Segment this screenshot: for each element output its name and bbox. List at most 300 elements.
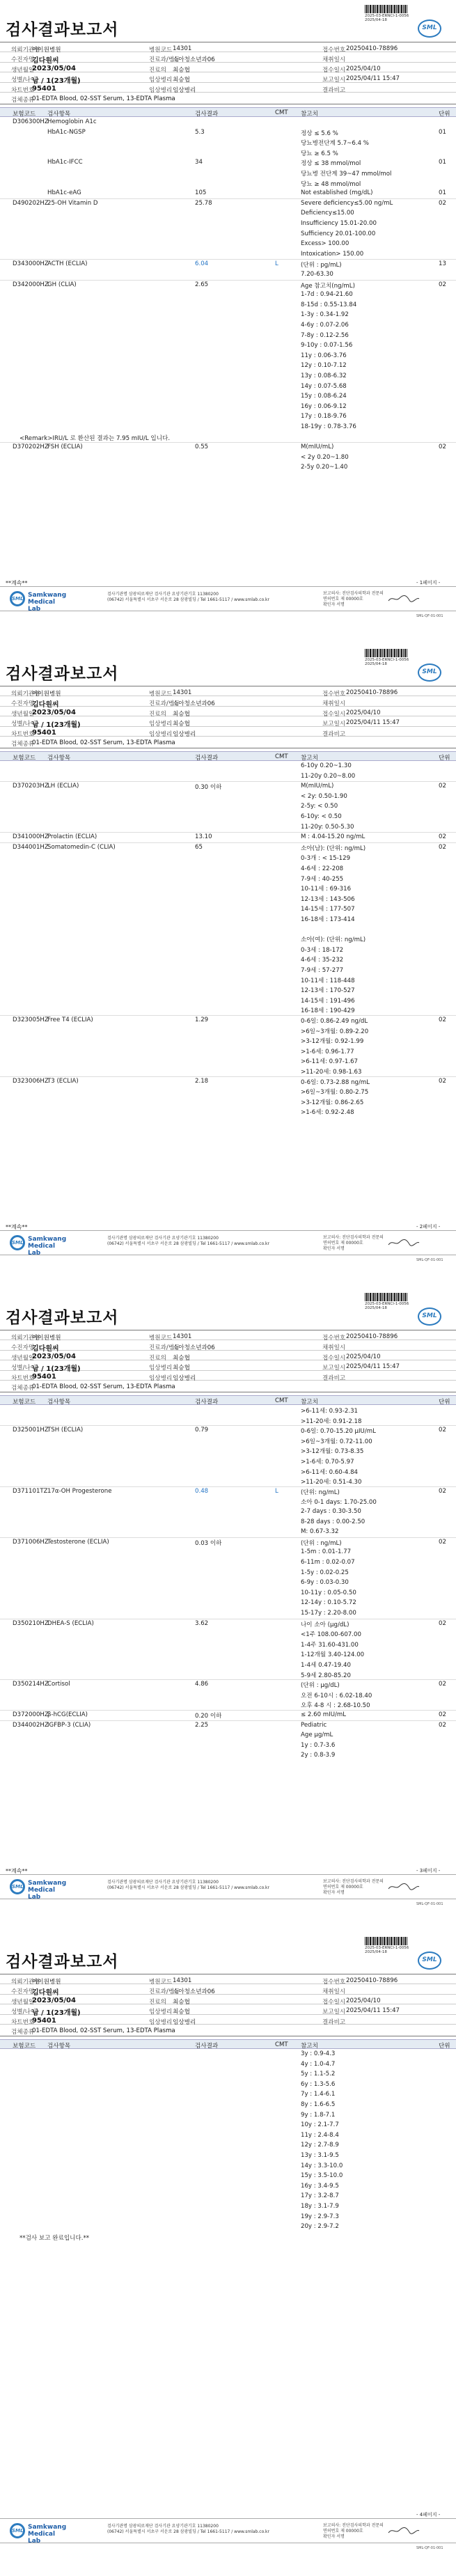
barcode-image — [365, 5, 408, 13]
report-page — [0, 644, 456, 1288]
info-label: 접수번호 — [322, 1979, 346, 1986]
reference-range: 1y : 0.7-3.6 — [301, 1741, 336, 1749]
test-name: GH (CLIA) — [47, 281, 77, 288]
unit-code: 02 — [439, 1077, 446, 1085]
info-label: 채취일시 — [322, 56, 346, 64]
lab-address — [107, 1880, 302, 1891]
test-name: IGFBP-3 (CLIA) — [47, 1721, 91, 1729]
insurance-code: D372000HZ — [13, 1711, 49, 1718]
document-title: 검사결과보고서 — [6, 21, 119, 39]
reference-range: Age μg/mL — [301, 1731, 333, 1739]
barcode-number: 2025-03-ERNCI-1-0056 2025/04-18 — [365, 1946, 409, 1954]
form-code: SML-QF-01-001 — [416, 2546, 443, 2550]
test-result: 13.10 — [195, 833, 212, 841]
unit-code: 02 — [439, 199, 446, 207]
form-code: SML-QF-01-001 — [416, 614, 443, 618]
address-line: (06742) 서울특별시 서초구 서운로 28 삼광빌딩 / Tel 1661-5117 / www.smlab.co.kr — [107, 1241, 269, 1246]
info-value: 2025/04/11 15:47 — [346, 1363, 400, 1371]
info-value: 남 / 1(23개월) — [32, 1365, 81, 1374]
page-number: - 3페이지 - — [416, 1868, 441, 1874]
signature-line: 면허번호 제 00000호 — [323, 597, 363, 602]
reference-range: 4y : 1.0-4.7 — [301, 2060, 336, 2068]
reference-range: 나이 소아 (μg/dL) — [301, 1621, 349, 1628]
insurance-code: D306300HZ — [13, 118, 49, 125]
info-row — [0, 72, 456, 86]
reference-range: 14y : 3.3-10.0 — [301, 2162, 343, 2169]
continued-marker: **계속** — [6, 1224, 28, 1230]
test-result: 0.55 — [195, 443, 209, 451]
test-name: Hemoglobin A1c — [47, 118, 97, 125]
info-value: 최승협 — [173, 2009, 190, 2016]
signature-line: 면허번호 제 00000호 — [323, 1885, 363, 1890]
address-line: (06742) 서울특별시 서초구 서운로 28 삼광빌딩 / Tel 1661-5117 / www.smlab.co.kr — [107, 1885, 269, 1890]
info-label: 결과비고 — [322, 86, 346, 94]
address-line: 검사기관명 삼광의료재단 검사기관 요양기관기호 11380200 — [107, 1236, 219, 1241]
table-header — [0, 751, 456, 761]
reference-range: 11-20y 0.20~8.00 — [301, 772, 356, 780]
info-value: 남 / 1(23개월) — [32, 2009, 81, 2018]
address-line: 검사기관명 삼광의료재단 검사기관 요양기관기호 11380200 — [107, 592, 219, 597]
info-value: 2025/04/11 15:47 — [346, 719, 400, 727]
header-flag: CMT — [275, 1397, 288, 1404]
test-name: Somatomedin-C (CLIA) — [47, 843, 116, 851]
signature-line: 보고의사: 진단검사의학과 전문의 — [323, 1879, 384, 1884]
reference-range: 당뇨 ≥ 6.5 % — [301, 150, 338, 157]
reference-range: 7.20-63.30 — [301, 271, 333, 278]
info-row — [0, 83, 456, 93]
insurance-code: D325001HZ — [13, 1427, 49, 1434]
reference-range: Age 참고치(ng/mL) — [301, 282, 355, 290]
info-label: 보고일시 — [322, 721, 346, 728]
result-flag: L — [275, 1487, 278, 1495]
info-row — [0, 1371, 456, 1381]
sml-footer-logo: SML — [10, 2523, 25, 2538]
reference-range: >11-20세: 0.98-1.63 — [301, 1069, 362, 1076]
remark-text: **검사 보고 완료입니다.** — [19, 2234, 90, 2242]
insurance-code: D342000HZ — [13, 281, 49, 288]
insurance-code: D344001HZ — [13, 843, 49, 851]
barcode-number: 2025-03-ERNCI-1-0056 2025/04-18 — [365, 14, 409, 22]
result-flag: L — [275, 260, 278, 268]
reference-range: 14-15세 : 191-496 — [301, 997, 355, 1005]
address-line: 검사기관명 삼광의료재단 검사기관 요양기관기호 11380200 — [107, 2524, 219, 2529]
row-divider — [0, 1679, 456, 1680]
info-row — [0, 93, 456, 105]
test-result: 2.18 — [195, 1077, 209, 1085]
info-row — [0, 63, 456, 72]
test-name: T3 (ECLIA) — [47, 1077, 79, 1085]
reference-range: 18-19y : 0.78-3.76 — [301, 423, 356, 430]
reference-range: 17y : 3.2-8.7 — [301, 2192, 339, 2200]
reference-range: Not established (mg/dL) — [301, 189, 373, 197]
lab-name: Samkwang Medical Lab — [28, 2524, 67, 2545]
info-value: 14301 — [173, 1977, 192, 1984]
info-value: 최승협 — [173, 721, 190, 728]
info-label: 의뢰기관명 — [11, 1979, 40, 1986]
info-label: 생년월일 — [11, 1998, 35, 2006]
signature-line: 보고의사: 진단검사의학과 전문의 — [323, 2523, 384, 2528]
reference-range: 0-3개 : < 15-129 — [301, 855, 351, 863]
reference-range: 12-14y : 0.10-5.72 — [301, 1599, 356, 1607]
continued-marker: **계속** — [6, 580, 28, 586]
info-value: 임상병리 — [173, 1374, 196, 1382]
info-label: 접수번호 — [322, 1335, 346, 1342]
reference-range: 10-11세 : 69-316 — [301, 886, 352, 893]
reference-range: 0-3세 : 18-172 — [301, 946, 344, 954]
reference-range: 오전 6-10시 : 6.02-18.40 — [301, 1692, 372, 1699]
reference-range: 소아(남): (단위: ng/mL) — [301, 845, 366, 852]
test-result: 65 — [195, 843, 203, 851]
info-row — [0, 2015, 456, 2025]
info-label: 임상병리 — [149, 1374, 173, 1382]
header-code: 보험코드 — [13, 1399, 36, 1406]
info-label: 임상병리 — [149, 730, 173, 738]
reference-range: >11-20세: 0.51-4.30 — [301, 1479, 362, 1486]
info-value: 소아청소년과06 — [173, 56, 215, 64]
page-number: - 1페이지 - — [416, 580, 441, 586]
header-flag: CMT — [275, 109, 288, 116]
reference-range: 1-3y : 0.34-1.92 — [301, 311, 349, 319]
reference-range: Intoxication> 150.00 — [301, 250, 364, 258]
barcode-image — [365, 1937, 408, 1945]
row-divider — [0, 198, 456, 199]
specimen-value: 01-EDTA Blood, 02-SST Serum, 13-EDTA Plasma — [32, 739, 175, 746]
info-row — [0, 686, 456, 696]
test-name: 17α-OH Progesterone — [47, 1487, 112, 1495]
info-label: 진료과/병동 — [149, 1344, 180, 1352]
reference-range: 8y : 1.6-6.5 — [301, 2101, 336, 2108]
reference-range: >11-20세: 0.91-2.18 — [301, 1417, 362, 1425]
info-value: 최승협 — [173, 77, 190, 84]
unit-code: 02 — [439, 783, 446, 790]
report-page — [0, 1932, 456, 2576]
reference-range: 15y : 0.08-6.24 — [301, 393, 347, 400]
reference-range: 1-7d : 0.94-21.60 — [301, 291, 353, 299]
info-label: 생년월일 — [11, 710, 35, 718]
header-unit: 단위 — [439, 1399, 450, 1406]
info-label: 임상병리 — [149, 721, 173, 728]
header-name: 검사항목 — [47, 2043, 71, 2050]
barcode-image — [365, 1293, 408, 1301]
info-label: 임상병리 — [149, 1365, 173, 1372]
lab-address — [107, 1236, 302, 1247]
reference-range: (단위: ng/mL) — [301, 1489, 340, 1496]
report-page — [0, 1288, 456, 1932]
unit-code: 02 — [439, 1016, 446, 1023]
reference-range: 1-12개월 3.40-124.00 — [301, 1651, 365, 1659]
info-value: 아이원병원 — [32, 47, 61, 54]
signature-line: 보고의사: 진단검사의학과 전문의 — [323, 591, 384, 596]
insurance-code: D371006HZ — [13, 1538, 49, 1546]
info-label: 진료의 — [149, 1998, 166, 2006]
reference-range: < 2y: 0.50-1.90 — [301, 792, 347, 800]
info-label: 수진자명 — [11, 56, 35, 64]
info-value: 2023/05/04 — [32, 708, 76, 716]
reference-range: 1-5m : 0.01-1.77 — [301, 1548, 352, 1556]
info-label: 생년월일 — [11, 1354, 35, 1362]
lab-name: Samkwang Medical Lab — [28, 592, 67, 613]
unit-code: 02 — [439, 1681, 446, 1688]
info-row — [0, 727, 456, 737]
reference-range: 16y : 0.06-9.12 — [301, 402, 347, 410]
reference-range: 13y : 3.1-9.5 — [301, 2152, 339, 2159]
info-label: 병원코드 — [149, 1335, 173, 1342]
info-label: 임상병리 — [149, 2009, 173, 2016]
info-label: 차트번호 — [11, 86, 35, 94]
reference-range: 16-18세 : 173-414 — [301, 916, 355, 923]
info-value: 2023/05/04 — [32, 64, 76, 72]
insurance-code: D370203HZ — [13, 783, 49, 790]
info-row — [0, 1984, 456, 1997]
page-number: - 2페이지 - — [416, 1224, 441, 1230]
test-name: Prolactin (ECLIA) — [47, 833, 97, 841]
reference-range: >6일~3개월: 0.80-2.75 — [301, 1089, 369, 1097]
reference-range: Excess> 100.00 — [301, 240, 349, 248]
info-row — [0, 2004, 456, 2018]
info-label: 임상병리 — [149, 77, 173, 84]
unit-code: 01 — [439, 128, 446, 136]
unit-code: 13 — [439, 260, 446, 268]
document-title: 검사결과보고서 — [6, 1309, 119, 1327]
row-divider — [0, 280, 456, 281]
patient-info-block — [0, 1330, 456, 1392]
sml-footer-logo: SML — [10, 591, 25, 606]
info-value: 2025/04/11 15:47 — [346, 2007, 400, 2015]
test-name: HbA1c-IFCC — [47, 159, 83, 166]
signature-line: 확인자 서명 — [323, 602, 345, 607]
info-label: 진료의 — [149, 710, 166, 718]
info-value: 20250410-78896 — [346, 689, 398, 696]
test-result: 1.29 — [195, 1016, 209, 1023]
info-value: 14301 — [173, 45, 192, 52]
unit-code: 02 — [439, 443, 446, 451]
reference-range: 오후 4-8 시 : 2.68-10.50 — [301, 1702, 370, 1710]
info-label: 결과비고 — [322, 2018, 346, 2026]
info-label: 진료의 — [149, 66, 166, 74]
header-code: 보험코드 — [13, 111, 36, 118]
test-name: 25-OH Vitamin D — [47, 199, 98, 207]
test-result: 4.86 — [195, 1681, 209, 1688]
info-value: 95401 — [32, 84, 56, 93]
info-label: 병원코드 — [149, 691, 173, 698]
info-row — [0, 707, 456, 716]
specimen-value: 01-EDTA Blood, 02-SST Serum, 13-EDTA Plasma — [32, 95, 175, 102]
info-row — [0, 2025, 456, 2037]
reference-range: Sufficiency 20.01-100.00 — [301, 230, 376, 237]
info-label: 채취일시 — [322, 700, 346, 708]
reference-range: 7-9세 : 57-277 — [301, 967, 344, 974]
info-label: 채취일시 — [322, 1344, 346, 1352]
reference-range: 5-9세 2.80-85.20 — [301, 1672, 351, 1679]
reference-range: 15y : 3.5-10.0 — [301, 2172, 343, 2180]
header-ref: 참고치 — [301, 111, 318, 118]
row-divider — [0, 1486, 456, 1487]
info-label: 접수일시 — [322, 1998, 346, 2006]
insurance-code: D490202HZ — [13, 199, 49, 207]
reference-range: 당뇨병 전단계 39~47 mmol/mol — [301, 171, 392, 178]
test-name: Testosterone (ECLIA) — [47, 1538, 109, 1546]
reference-range: 10y : 2.1-7.7 — [301, 2121, 339, 2129]
reference-range: 12y : 2.7-8.9 — [301, 2142, 339, 2149]
report-page — [0, 0, 456, 644]
header-unit: 단위 — [439, 111, 450, 118]
header-result: 검사결과 — [195, 755, 219, 762]
sml-logo: SML — [418, 663, 441, 682]
reference-range: Severe deficiency≤5.00 ng/mL — [301, 199, 393, 207]
info-value: 2023/05/04 — [32, 1996, 76, 2004]
reference-range: 정상 ≤ 38 mmol/mol — [301, 160, 361, 168]
info-value: 임상병리 — [173, 730, 196, 738]
test-name: TSH (ECLIA) — [47, 1427, 84, 1434]
test-name: Cortisol — [47, 1681, 70, 1688]
info-label: 차트번호 — [11, 1374, 35, 1382]
reference-range: >3-12개월: 0.73-8.35 — [301, 1448, 364, 1456]
info-label: 수진자명 — [11, 1344, 35, 1352]
info-value: 14301 — [173, 689, 192, 696]
info-label: 임상병리 — [149, 86, 173, 94]
header-flag: CMT — [275, 753, 288, 760]
insurance-code: D370202HZ — [13, 443, 49, 451]
info-row — [0, 1974, 456, 1984]
test-result: 6.04 — [195, 260, 209, 268]
reference-range: 19y : 2.9-7.3 — [301, 2213, 339, 2220]
reference-range: >6-11세: 0.93-2.31 — [301, 1408, 359, 1415]
reference-range: 9-10y : 0.07-1.56 — [301, 342, 353, 350]
sml-footer-logo: SML — [10, 1235, 25, 1250]
reference-range: >6일~3개월: 0.72-11.00 — [301, 1438, 372, 1445]
info-value: 김다원씨 — [32, 1989, 59, 1997]
info-value: 95401 — [32, 2016, 56, 2025]
header-unit: 단위 — [439, 755, 450, 762]
info-row — [0, 1360, 456, 1374]
insurance-code: D371101TZ — [13, 1487, 48, 1495]
test-name: FSH (ECLIA) — [47, 443, 83, 451]
test-result: 0.03 이하 — [195, 1539, 222, 1547]
row-divider — [0, 1710, 456, 1711]
reference-range: >6일~3개월: 0.89-2.20 — [301, 1028, 369, 1035]
info-label: 접수번호 — [322, 47, 346, 54]
info-value: 소아청소년과06 — [173, 700, 215, 708]
reference-range: Pediatric — [301, 1721, 327, 1729]
reference-range: 6-11m : 0.02-0.07 — [301, 1559, 355, 1566]
test-name: LH (ECLIA) — [47, 783, 79, 790]
reference-range: (단위 : μg/dL) — [301, 1682, 340, 1690]
handwritten-signature — [387, 1882, 420, 1892]
info-label: 접수일시 — [322, 1354, 346, 1362]
reference-range: 0-6일: 0.70-15.20 μIU/mL — [301, 1428, 376, 1436]
reference-range: 2-5y: < 0.50 — [301, 803, 338, 810]
header-result: 검사결과 — [195, 2043, 219, 2050]
info-value: 남 / 1(23개월) — [32, 77, 81, 86]
page-footer — [0, 2518, 456, 2543]
signature-block — [323, 2523, 384, 2540]
lab-name: Samkwang Medical Lab — [28, 1880, 67, 1901]
signature-line: 면허번호 제 00000호 — [323, 1241, 363, 1246]
lab-address — [107, 2524, 302, 2535]
insurance-code: D323006HZ — [13, 1077, 49, 1085]
insurance-code: D344002HZ — [13, 1721, 49, 1729]
info-row — [0, 1330, 456, 1340]
signature-block — [323, 591, 384, 608]
test-result: 34 — [195, 159, 203, 166]
reference-range: 소아 0-1 days: 1.70-25.00 — [301, 1499, 377, 1507]
table-header — [0, 1395, 456, 1405]
reference-range: 2y : 0.8-3.9 — [301, 1752, 336, 1759]
unit-code: 02 — [439, 833, 446, 841]
info-value: 14301 — [173, 1333, 192, 1340]
test-result: 0.48 — [195, 1487, 209, 1495]
signature-line: 확인자 서명 — [323, 1246, 345, 1251]
reference-range: M : 4.04-15.20 ng/mL — [301, 833, 365, 841]
reference-range: 6-10y 0.20~1.30 — [301, 762, 352, 769]
reference-range: 11y : 2.4-8.4 — [301, 2131, 339, 2139]
test-result: 0.79 — [195, 1427, 209, 1434]
unit-code: 01 — [439, 189, 446, 197]
info-value: 아이원병원 — [32, 1335, 61, 1342]
info-label: 보고일시 — [322, 77, 346, 84]
form-code: SML-QF-01-001 — [416, 1902, 443, 1906]
header-ref: 참고치 — [301, 1399, 318, 1406]
reference-range: Deficiency≤15.00 — [301, 210, 354, 217]
info-row — [0, 1995, 456, 2004]
page-footer — [0, 1230, 456, 1255]
reference-range: (단위 : ng/mL) — [301, 1539, 342, 1547]
test-name: DHEA-S (ECLIA) — [47, 1619, 94, 1627]
reference-range: < 2y 0.20~1.80 — [301, 453, 349, 461]
insurance-code: D350214HZ — [13, 1681, 49, 1688]
row-divider — [0, 1076, 456, 1077]
sml-logo: SML — [418, 1951, 441, 1970]
lab-address — [107, 592, 302, 603]
info-value: 20250410-78896 — [346, 45, 398, 52]
test-name: β-hCG(ECLIA) — [47, 1711, 88, 1718]
continued-marker: **계속** — [6, 1868, 28, 1874]
row-divider — [0, 1537, 456, 1538]
test-result: 2.25 — [195, 1721, 209, 1729]
reference-range: 18y : 3.1-7.9 — [301, 2203, 339, 2210]
barcode-image — [365, 649, 408, 657]
info-label: 접수번호 — [322, 691, 346, 698]
sml-logo: SML — [418, 1307, 441, 1326]
test-result: 2.65 — [195, 281, 209, 288]
info-value: 2025/04/10 — [346, 1997, 381, 2004]
info-value: 김다원씨 — [32, 1345, 59, 1353]
remark-text: <Remark>IRU/L 로 환산된 결과는 7.95 mIU/L 입니다. — [19, 434, 171, 442]
table-header — [0, 107, 456, 117]
reference-range: >6-11세: 0.97-1.67 — [301, 1058, 359, 1066]
reference-range: 3y : 0.9-4.3 — [301, 2050, 336, 2057]
test-name: ACTH (ECLIA) — [47, 260, 88, 268]
patient-info-block — [0, 42, 456, 104]
reference-range: 4-6세 : 35-232 — [301, 957, 344, 964]
info-value: 2025/04/10 — [346, 709, 381, 716]
reference-range: 12y : 0.10-7.12 — [301, 362, 347, 370]
info-label: 병원코드 — [149, 1979, 173, 1986]
header-code: 보험코드 — [13, 2043, 36, 2050]
barcode-number: 2025-03-ERNCI-1-0056 2025/04-18 — [365, 1302, 409, 1310]
test-result: 5.3 — [195, 128, 205, 136]
unit-code: 02 — [439, 1721, 446, 1729]
info-value: 2023/05/04 — [32, 1352, 76, 1360]
reference-range: 17y : 0.18-9.76 — [301, 413, 347, 421]
reference-range: M: 0.67-3.32 — [301, 1528, 339, 1536]
info-label: 수진자명 — [11, 1988, 35, 1996]
info-value: 20250410-78896 — [346, 1977, 398, 1984]
reference-range: 16-18세 : 190-429 — [301, 1007, 355, 1015]
info-label: 채취일시 — [322, 1988, 346, 1996]
test-result: 0.30 이하 — [195, 784, 222, 792]
info-value: 최승협 — [173, 66, 190, 74]
